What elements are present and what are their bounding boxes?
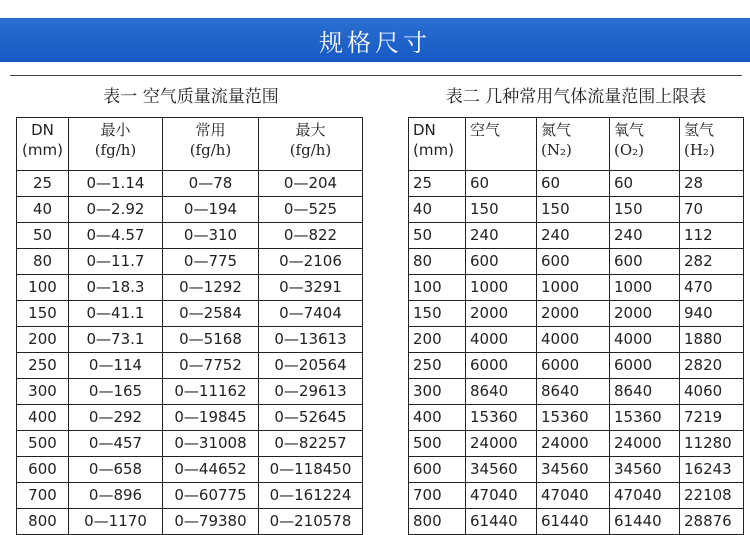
- table-cell: 150: [409, 301, 466, 327]
- table-cell: 4000: [610, 327, 680, 353]
- table-cell: 100: [409, 275, 466, 301]
- table-cell: 100: [17, 275, 69, 301]
- table-cell: 250: [17, 353, 69, 379]
- table-row: [17, 171, 363, 197]
- table-cell: 0—457: [69, 431, 163, 457]
- table-row: [409, 249, 744, 275]
- table-row: [409, 431, 744, 457]
- table-cell: 0—114: [69, 353, 163, 379]
- table-cell: 600: [409, 457, 466, 483]
- table-cell: 80: [17, 249, 69, 275]
- table-cell: 0—19845: [163, 405, 259, 431]
- table-cell: 6000: [537, 353, 610, 379]
- table-cell: 240: [466, 223, 537, 249]
- table-row: [17, 223, 363, 249]
- table-cell: 0—5168: [163, 327, 259, 353]
- table-cell: 0—82257: [259, 431, 363, 457]
- table-cell: 0—44652: [163, 457, 259, 483]
- table-cell: 0—2106: [259, 249, 363, 275]
- table-cell: 0—2584: [163, 301, 259, 327]
- table-row: [409, 509, 744, 535]
- table-row: [409, 483, 744, 509]
- table-cell: 150: [537, 197, 610, 223]
- table-cell: 300: [409, 379, 466, 405]
- table-cell: 0—210578: [259, 509, 363, 535]
- table-cell: 25: [409, 171, 466, 197]
- table-cell: 240: [610, 223, 680, 249]
- page-title: 规格尺寸: [319, 28, 431, 57]
- header-common: 常用 (fg/h): [163, 118, 259, 171]
- gas-flow-limit-table: [408, 117, 744, 535]
- table-row: [17, 483, 363, 509]
- table-cell: 240: [537, 223, 610, 249]
- air-mass-flow-table: [16, 117, 363, 535]
- table-cell: 22108: [680, 483, 744, 509]
- table-cell: 15360: [466, 405, 537, 431]
- table-cell: 282: [680, 249, 744, 275]
- header-hydrogen: 氢气 (H₂): [680, 118, 744, 171]
- table-cell: 8640: [610, 379, 680, 405]
- table-cell: 500: [409, 431, 466, 457]
- table-row: [17, 353, 363, 379]
- page-title-banner: [0, 18, 750, 62]
- table-cell: 0—13613: [259, 327, 363, 353]
- table-row: [17, 275, 363, 301]
- table1-caption: 表一 空气质量流量范围: [103, 87, 279, 107]
- table-cell: 0—658: [69, 457, 163, 483]
- table-cell: 600: [610, 249, 680, 275]
- table-cell: 150: [17, 301, 69, 327]
- table-cell: 8640: [537, 379, 610, 405]
- table-row: [17, 509, 363, 535]
- table-row: [17, 197, 363, 223]
- table-cell: 0—18.3: [69, 275, 163, 301]
- table-cell: 250: [409, 353, 466, 379]
- table-cell: 2000: [466, 301, 537, 327]
- table-row: [17, 379, 363, 405]
- table-cell: 300: [17, 379, 69, 405]
- divider: [10, 75, 742, 76]
- table-cell: 0—11162: [163, 379, 259, 405]
- table-row: [409, 171, 744, 197]
- table-cell: 0—79380: [163, 509, 259, 535]
- table-cell: 0—31008: [163, 431, 259, 457]
- table-row: [409, 223, 744, 249]
- table-cell: 0—118450: [259, 457, 363, 483]
- table-cell: 61440: [466, 509, 537, 535]
- table-cell: 47040: [610, 483, 680, 509]
- table-cell: 0—7752: [163, 353, 259, 379]
- table-cell: 940: [680, 301, 744, 327]
- table-cell: 0—2.92: [69, 197, 163, 223]
- table-cell: 1000: [537, 275, 610, 301]
- table-cell: 800: [17, 509, 69, 535]
- table-cell: 4060: [680, 379, 744, 405]
- header-max: 最大 (fg/h): [259, 118, 363, 171]
- table-cell: 60: [537, 171, 610, 197]
- table-cell: 34560: [466, 457, 537, 483]
- table-cell: 24000: [610, 431, 680, 457]
- table-cell: 0—60775: [163, 483, 259, 509]
- table-cell: 400: [409, 405, 466, 431]
- table-header-row: [409, 118, 744, 171]
- header-min: 最小 (fg/h): [69, 118, 163, 171]
- table-row: [409, 379, 744, 405]
- table-cell: 150: [466, 197, 537, 223]
- table-cell: 600: [537, 249, 610, 275]
- table-cell: 2820: [680, 353, 744, 379]
- header-nitrogen: 氮气 (N₂): [537, 118, 610, 171]
- table-cell: 0—292: [69, 405, 163, 431]
- header-oxygen: 氧气 (O₂): [610, 118, 680, 171]
- table-row: [409, 197, 744, 223]
- table-cell: 28: [680, 171, 744, 197]
- table-cell: 4000: [537, 327, 610, 353]
- table-cell: 0—41.1: [69, 301, 163, 327]
- table-cell: 50: [409, 223, 466, 249]
- table-cell: 200: [409, 327, 466, 353]
- table-cell: 28876: [680, 509, 744, 535]
- table-cell: 0—165: [69, 379, 163, 405]
- table-cell: 60: [610, 171, 680, 197]
- table-cell: 0—78: [163, 171, 259, 197]
- table-cell: 15360: [610, 405, 680, 431]
- header-dn: DN (mm): [409, 118, 466, 171]
- table-cell: 600: [466, 249, 537, 275]
- table-row: [17, 405, 363, 431]
- table-cell: 470: [680, 275, 744, 301]
- table-cell: 0—525: [259, 197, 363, 223]
- table-cell: 0—20564: [259, 353, 363, 379]
- table-cell: 0—73.1: [69, 327, 163, 353]
- table-cell: 60: [466, 171, 537, 197]
- table-cell: 400: [17, 405, 69, 431]
- table-cell: 0—1292: [163, 275, 259, 301]
- table-cell: 15360: [537, 405, 610, 431]
- table-cell: 70: [680, 197, 744, 223]
- table-cell: 6000: [610, 353, 680, 379]
- table-cell: 16243: [680, 457, 744, 483]
- table-cell: 40: [409, 197, 466, 223]
- table-cell: 25: [17, 171, 69, 197]
- table-cell: 61440: [610, 509, 680, 535]
- table-row: [409, 275, 744, 301]
- table-cell: 80: [409, 249, 466, 275]
- table-row: [17, 457, 363, 483]
- table-cell: 500: [17, 431, 69, 457]
- table-cell: 61440: [537, 509, 610, 535]
- table-cell: 0—29613: [259, 379, 363, 405]
- table-row: [17, 431, 363, 457]
- table-cell: 700: [17, 483, 69, 509]
- table-row: [409, 405, 744, 431]
- table-cell: 0—822: [259, 223, 363, 249]
- table-cell: 40: [17, 197, 69, 223]
- table-cell: 200: [17, 327, 69, 353]
- table-cell: 1000: [610, 275, 680, 301]
- table-cell: 600: [17, 457, 69, 483]
- table-cell: 0—52645: [259, 405, 363, 431]
- table-cell: 24000: [466, 431, 537, 457]
- table-cell: 0—1.14: [69, 171, 163, 197]
- table-cell: 700: [409, 483, 466, 509]
- table-row: [409, 327, 744, 353]
- table-cell: 0—204: [259, 171, 363, 197]
- table-cell: 0—7404: [259, 301, 363, 327]
- table-cell: 2000: [537, 301, 610, 327]
- table-row: [409, 301, 744, 327]
- table-row: [17, 301, 363, 327]
- table-cell: 6000: [466, 353, 537, 379]
- table-cell: 150: [610, 197, 680, 223]
- table-cell: 0—3291: [259, 275, 363, 301]
- table-cell: 47040: [537, 483, 610, 509]
- table-cell: 0—194: [163, 197, 259, 223]
- table-cell: 2000: [610, 301, 680, 327]
- table-cell: 47040: [466, 483, 537, 509]
- table-cell: 1000: [466, 275, 537, 301]
- table-cell: 8640: [466, 379, 537, 405]
- table-cell: 0—310: [163, 223, 259, 249]
- table-cell: 34560: [610, 457, 680, 483]
- table-row: [17, 327, 363, 353]
- table-cell: 4000: [466, 327, 537, 353]
- table-cell: 0—161224: [259, 483, 363, 509]
- table-row: [409, 457, 744, 483]
- table-cell: 0—4.57: [69, 223, 163, 249]
- table-row: [409, 353, 744, 379]
- table-cell: 0—11.7: [69, 249, 163, 275]
- table-cell: 800: [409, 509, 466, 535]
- table-cell: 112: [680, 223, 744, 249]
- table-cell: 24000: [537, 431, 610, 457]
- table-cell: 0—1170: [69, 509, 163, 535]
- table-cell: 1880: [680, 327, 744, 353]
- table-header-row: [17, 118, 363, 171]
- header-air: 空气: [466, 118, 537, 171]
- table-cell: 7219: [680, 405, 744, 431]
- table-cell: 0—896: [69, 483, 163, 509]
- table-cell: 50: [17, 223, 69, 249]
- table-cell: 11280: [680, 431, 744, 457]
- table-row: [17, 249, 363, 275]
- header-dn: DN (mm): [17, 118, 69, 171]
- table2-caption: 表二 几种常用气体流量范围上限表: [445, 87, 707, 107]
- table-cell: 0—775: [163, 249, 259, 275]
- table-cell: 34560: [537, 457, 610, 483]
